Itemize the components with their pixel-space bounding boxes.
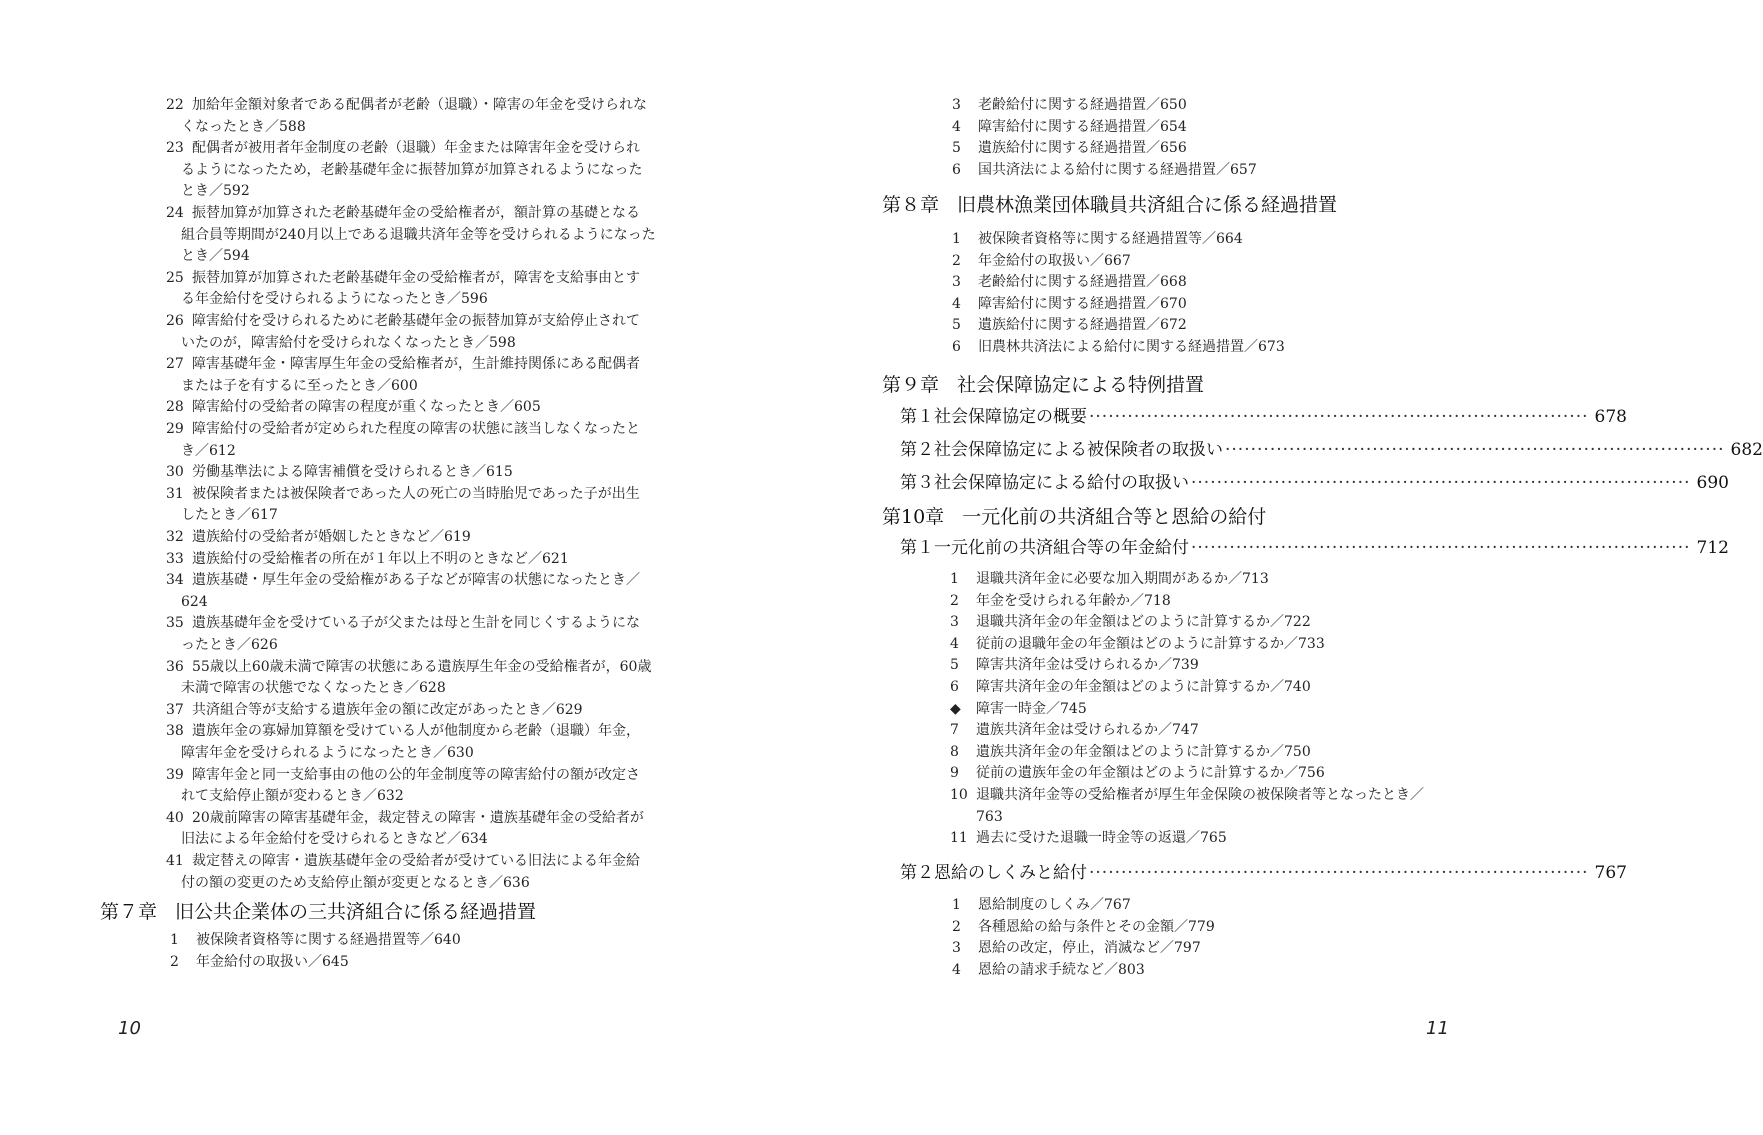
item-number: 11	[950, 830, 968, 847]
item-number: ◆	[950, 700, 961, 717]
item-number: 28	[166, 399, 184, 416]
chapter-title: 旧農林漁業団体職員共済組合に係る経過措置	[957, 194, 1338, 216]
item-number: 5	[950, 657, 959, 674]
item-number: 6	[950, 679, 959, 695]
list-item	[950, 568, 1269, 590]
item-text: 55歳以上60歳未満で障害の状態にある遺族厚生年金の受給権者が，60歳	[192, 658, 652, 675]
list-item	[952, 336, 1285, 358]
item-text: 障害一時金／745	[976, 700, 1087, 717]
item-text: 障害給付の受給者の障害の程度が重くなったとき／605	[192, 399, 541, 416]
item-number: 6	[952, 161, 961, 178]
item-text: 被保険者資格等に関する経過措置等／640	[196, 932, 461, 948]
list-item	[166, 850, 640, 872]
list-item	[166, 310, 640, 332]
item-text: 退職共済年金の年金額はどのように計算するか／722	[976, 614, 1311, 631]
item-number: 4	[950, 635, 959, 652]
item-number: 3	[952, 940, 961, 957]
item-text: 年金給付の取扱い／667	[978, 252, 1131, 269]
item-text: 被保険者資格等に関する経過措置等／664	[978, 231, 1243, 247]
item-text: 年金給付の取扱い／645	[196, 953, 349, 970]
chapter-8-heading	[882, 191, 1337, 219]
item-text: 遺族共済年金の年金額はどのように計算するか／750	[976, 743, 1311, 760]
item-text: 障害給付に関する経過措置／654	[978, 118, 1187, 135]
item-continuation: とき／594	[181, 248, 250, 265]
item-text: 加給年金額対象者である配偶者が老齢（退職）・障害の年金を受けられな	[192, 97, 647, 113]
leader-dots: ··············································································	[1089, 407, 1589, 427]
section-page: 712	[1696, 538, 1729, 558]
item-continuation: 未満で障害の状態でなくなったとき／628	[181, 680, 446, 697]
item-text: 763	[976, 808, 1003, 825]
item-text: 遺族基礎・厚生年金の受給権がある子などが障害の状態になったとき／	[192, 572, 640, 589]
list-item	[166, 764, 640, 786]
item-text: 20歳前障害の障害基礎年金，裁定替えの障害・遺族基礎年金の受給者が	[192, 809, 644, 826]
item-number: 8	[950, 743, 959, 760]
item-text: 被保険者または被保険者であった人の死亡の当時胎児であった子が出生	[192, 485, 640, 502]
item-text: 遺族共済年金は受けられるか／747	[976, 722, 1199, 739]
item-continuation: いたのが，障害給付を受けられなくなったとき／598	[181, 334, 516, 351]
section-number: 第２	[900, 863, 934, 883]
item-number: 27	[166, 356, 184, 373]
list-item	[950, 719, 1199, 741]
chapter-10-section-1	[900, 535, 1729, 561]
list-item	[166, 720, 640, 742]
list-item	[166, 548, 569, 570]
item-text: 恩給制度のしくみ／767	[978, 897, 1131, 913]
item-continuation: 旧法による年金給付を受けられるときなど／634	[181, 831, 488, 848]
left-page	[0, 0, 800, 1135]
item-number: 2	[170, 953, 179, 970]
list-item	[950, 827, 1227, 849]
item-number: 29	[166, 421, 184, 437]
item-number: 33	[166, 550, 184, 567]
item-continuation: き／612	[181, 442, 236, 459]
item-number: 40	[166, 809, 184, 826]
item-text: 遺族給付に関する経過措置／656	[978, 140, 1187, 157]
list-item	[950, 806, 1003, 828]
list-item	[950, 784, 1424, 806]
item-number: 24	[166, 205, 184, 221]
item-continuation: 付の額の変更のため支給停止額が変更となるとき／636	[181, 874, 530, 891]
item-number: 22	[166, 97, 184, 113]
item-text: 従前の遺族年金の年金額はどのように計算するか／756	[976, 765, 1325, 782]
list-item	[166, 353, 640, 375]
item-text: 遺族給付に関する経過措置／672	[978, 317, 1187, 334]
item-text: 障害共済年金の年金額はどのように計算するか／740	[976, 679, 1311, 695]
section-entry	[900, 404, 1627, 430]
item-text: 退職共済年金等の受給権者が厚生年金保険の被保険者等となったとき／	[976, 787, 1424, 803]
item-text: 年金を受けられる年齢か／718	[976, 592, 1171, 609]
list-item	[166, 461, 513, 483]
list-item	[166, 526, 471, 548]
item-text: 退職共済年金に必要な加入期間があるか／713	[976, 571, 1269, 587]
list-item	[952, 159, 1257, 181]
item-text: 障害給付の受給者が定められた程度の障害の状態に該当しなくなったと	[192, 421, 640, 437]
item-number: 38	[166, 723, 184, 740]
item-continuation: したとき／617	[181, 507, 278, 524]
item-text: 老齢給付に関する経過措置／650	[978, 97, 1187, 113]
section-title: 社会保障協定の概要	[934, 407, 1087, 427]
item-number: 4	[952, 961, 961, 978]
item-number: 26	[166, 313, 184, 329]
page-number: 10	[118, 1018, 141, 1039]
item-number: 4	[952, 118, 961, 135]
item-text: 恩給の請求手続など／803	[978, 961, 1145, 978]
item-text: 遺族年金の寡婦加算額を受けている人が他制度から老齢（退職）年金，	[192, 723, 640, 740]
list-item	[166, 807, 644, 829]
list-item	[166, 569, 640, 591]
chapter-title: 旧公共企業体の三共済組合に係る経過措置	[175, 901, 537, 923]
item-text: 恩給の改定，停止，消滅など／797	[978, 940, 1201, 957]
section-number: 第１	[900, 538, 934, 558]
section-number: 第２	[900, 440, 934, 460]
chapter-title: 社会保障協定による特例措置	[957, 374, 1205, 396]
list-item	[950, 698, 1087, 720]
leader-dots: ··············································································	[1191, 538, 1691, 558]
section-page: 767	[1594, 863, 1627, 883]
item-number: 5	[952, 317, 961, 334]
list-item	[166, 612, 640, 634]
chapter-9-heading	[882, 371, 1204, 399]
list-item	[952, 228, 1243, 250]
list-item	[950, 654, 1199, 676]
chapter-10-section-2	[900, 860, 1627, 886]
item-number: 3	[950, 614, 959, 631]
chapter-number: 第10章	[882, 506, 945, 528]
list-item	[952, 959, 1145, 981]
item-number: 2	[952, 252, 961, 269]
section-page: 682	[1730, 440, 1763, 460]
list-item	[950, 762, 1325, 784]
item-continuation: 組合員等期間が240月以上である退職共済年金等を受けられるようになった	[181, 226, 656, 243]
item-number: 6	[952, 339, 961, 355]
leader-dots: ··············································································	[1225, 440, 1725, 460]
item-text: 老齢給付に関する経過措置／668	[978, 274, 1187, 291]
section-entry	[900, 437, 1763, 463]
item-number: 37	[166, 701, 184, 718]
item-number: 3	[952, 274, 961, 291]
list-item	[950, 590, 1171, 612]
item-number: 34	[166, 572, 184, 589]
list-item	[166, 94, 647, 116]
item-text: 従前の退職年金の年金額はどのように計算するか／733	[976, 635, 1325, 652]
list-item	[952, 137, 1187, 159]
item-number: 2	[950, 592, 959, 609]
item-text: 各種恩給の給与条件とその金額／779	[978, 918, 1215, 935]
item-text: 障害給付を受けられるために老齢基礎年金の振替加算が支給停止されて	[192, 313, 640, 329]
right-page	[800, 0, 1763, 1135]
list-item	[166, 418, 640, 440]
list-item	[950, 741, 1311, 763]
item-number: 9	[950, 765, 959, 782]
item-continuation: るようになったため，老齢基礎年金に振替加算が加算されるようになった	[181, 161, 643, 178]
list-item	[950, 633, 1325, 655]
item-number: 2	[952, 918, 961, 935]
item-number: 1	[950, 571, 959, 587]
item-text: 振替加算が加算された老齢基礎年金の受給権者が，額計算の基礎となる	[192, 205, 640, 221]
list-item	[952, 314, 1187, 336]
item-text: 障害基礎年金・障害厚生年金の受給権者が，生計維持関係にある配偶者	[192, 356, 640, 373]
item-continuation: とき／592	[181, 183, 250, 200]
list-item	[950, 611, 1311, 633]
section-title: 恩給のしくみと給付	[934, 863, 1087, 883]
item-text: 遺族基礎年金を受けている子が父または母と生計を同じくするようにな	[192, 615, 640, 632]
item-text: 労働基準法による障害補償を受けられるとき／615	[192, 464, 513, 481]
item-number: 35	[166, 615, 184, 632]
list-item	[952, 250, 1131, 272]
list-item	[952, 271, 1187, 293]
item-text: 遺族給付の受給者が婚姻したときなど／619	[192, 529, 471, 545]
item-number: 31	[166, 485, 184, 502]
section-page: 678	[1594, 407, 1627, 427]
chapter-title: 一元化前の共済組合等と恩給の給付	[962, 506, 1267, 528]
list-item	[952, 94, 1187, 116]
chapter-number: 第８章	[882, 194, 940, 216]
item-text: 配偶者が被用者年金制度の老齢（退職）年金または障害年金を受けられ	[192, 140, 640, 157]
section-title: 社会保障協定による給付の取扱い	[934, 473, 1189, 493]
list-item	[166, 267, 640, 289]
list-item	[952, 293, 1187, 315]
list-item	[952, 116, 1187, 138]
item-number: 23	[166, 140, 184, 157]
item-number: 5	[952, 140, 961, 157]
item-number: 7	[950, 722, 959, 739]
list-item	[166, 483, 640, 505]
section-number: 第１	[900, 407, 934, 427]
list-item	[952, 916, 1215, 938]
list-item	[166, 699, 583, 721]
item-text: 障害年金と同一支給事由の他の公的年金制度等の障害給付の額が改定さ	[192, 766, 640, 783]
list-item	[952, 894, 1131, 916]
list-item	[170, 951, 349, 973]
item-number: 41	[166, 853, 184, 869]
item-number: 1	[952, 231, 961, 247]
item-text: 障害給付に関する経過措置／670	[978, 295, 1187, 312]
item-continuation: 障害年金を受けられるようになったとき／630	[181, 745, 474, 761]
item-number: 25	[166, 269, 184, 286]
item-text: 障害共済年金は受けられるか／739	[976, 657, 1199, 674]
item-number: 3	[952, 97, 961, 113]
section-title: 社会保障協定による被保険者の取扱い	[934, 440, 1223, 460]
section-title: 一元化前の共済組合等の年金給付	[934, 538, 1189, 558]
item-number: 32	[166, 529, 184, 545]
chapter-7-heading	[100, 898, 536, 926]
item-number: 1	[952, 897, 961, 913]
item-text: 国共済法による給付に関する経過措置／657	[978, 161, 1257, 178]
list-item	[166, 202, 640, 224]
item-number: 39	[166, 766, 184, 783]
item-text: 共済組合等が支給する遺族年金の額に改定があったとき／629	[192, 701, 583, 718]
item-continuation: れて支給停止額が変わるとき／632	[181, 788, 404, 805]
item-continuation: ったとき／626	[181, 637, 278, 653]
item-continuation: くなったとき／588	[181, 118, 306, 135]
leader-dots: ··············································································	[1191, 473, 1691, 493]
item-text: 振替加算が加算された老齢基礎年金の受給権者が，障害を支給事由とす	[192, 269, 640, 286]
item-continuation: または子を有するに至ったとき／600	[181, 377, 418, 394]
section-number: 第３	[900, 473, 934, 493]
leader-dots: ··············································································	[1089, 863, 1589, 883]
item-text: 遺族給付の受給権者の所在が１年以上不明のときなど／621	[192, 550, 569, 567]
chapter-number: 第７章	[100, 901, 158, 923]
item-continuation: 624	[181, 593, 208, 610]
list-item	[950, 676, 1311, 698]
list-item	[952, 937, 1201, 959]
list-item	[166, 656, 651, 678]
item-text: 過去に受けた退職一時金等の返還／765	[976, 830, 1227, 847]
item-number: 36	[166, 658, 184, 675]
section-entry	[900, 470, 1729, 496]
section-page: 690	[1696, 473, 1729, 493]
chapter-number: 第９章	[882, 374, 940, 396]
item-text: 旧農林共済法による給付に関する経過措置／673	[978, 339, 1285, 355]
page-number: 11	[1426, 1018, 1449, 1039]
list-item	[166, 137, 640, 159]
chapter-10-heading	[882, 503, 1266, 531]
item-text: 裁定替えの障害・遺族基礎年金の受給者が受けている旧法による年金給	[192, 853, 640, 869]
item-number: 1	[170, 932, 179, 948]
list-item	[170, 929, 461, 951]
item-number: 10	[950, 787, 968, 803]
item-number: 30	[166, 464, 184, 481]
item-number: 4	[952, 295, 961, 312]
list-item	[166, 396, 541, 418]
item-continuation: る年金給付を受けられるようになったとき／596	[181, 291, 488, 308]
